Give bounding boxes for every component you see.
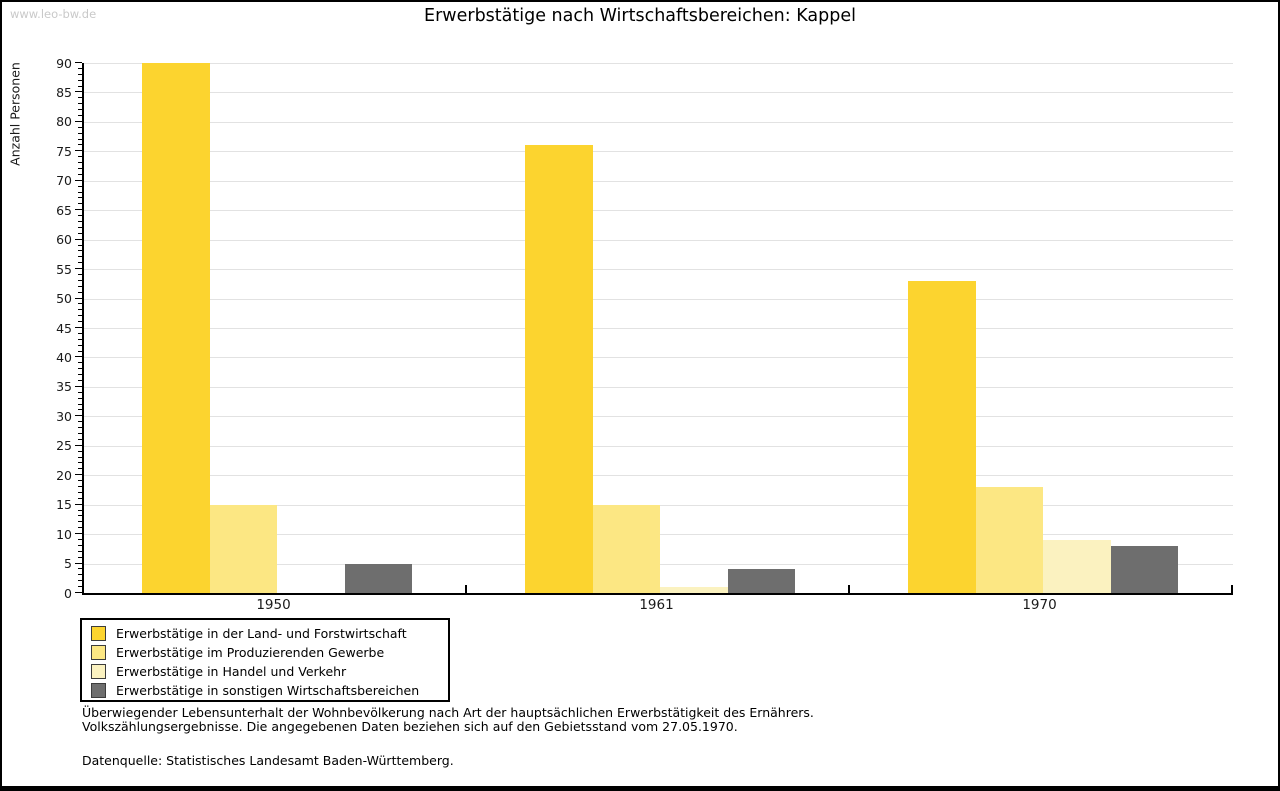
legend-label: Erwerbstätige in der Land- und Forstwirtschaft (116, 626, 407, 641)
watermark: www.leo-bw.de (10, 7, 97, 21)
y-minor-tick (78, 186, 82, 187)
y-minor-tick (78, 315, 82, 316)
y-minor-tick (78, 109, 82, 110)
y-major-tick (75, 209, 82, 210)
y-minor-tick (78, 557, 82, 558)
y-minor-tick (78, 203, 82, 204)
y-major-tick (75, 415, 82, 416)
y-tick-label: 15 (56, 497, 72, 513)
y-minor-tick (78, 292, 82, 293)
y-minor-tick (78, 486, 82, 487)
y-minor-tick (78, 221, 82, 222)
y-minor-tick (78, 321, 82, 322)
y-major-tick (75, 445, 82, 446)
y-major-tick (75, 91, 82, 92)
gridline (84, 269, 1233, 270)
y-minor-tick (78, 139, 82, 140)
bar-1961-series-4 (728, 569, 796, 593)
y-minor-tick (78, 144, 82, 145)
y-tick-label: 40 (56, 349, 72, 365)
y-minor-tick (78, 197, 82, 198)
bar-1961-series-1 (525, 145, 593, 593)
y-minor-tick (78, 97, 82, 98)
y-tick-label: 50 (56, 291, 72, 307)
y-major-tick (75, 150, 82, 151)
gridline (84, 181, 1233, 182)
y-minor-tick (78, 174, 82, 175)
gridline (84, 299, 1233, 300)
y-minor-tick (78, 468, 82, 469)
y-minor-tick (78, 86, 82, 87)
y-minor-tick (78, 451, 82, 452)
y-minor-tick (78, 492, 82, 493)
y-major-tick (75, 386, 82, 387)
y-minor-tick (78, 156, 82, 157)
footnote-line-1: Überwiegender Lebensunterhalt der Wohnbevölkerung nach Art der hauptsächlichen Erwerbstätigkeit des Ernährers. (82, 705, 814, 720)
y-tick-label: 85 (56, 84, 72, 100)
legend-item (82, 681, 448, 700)
y-tick-label: 60 (56, 232, 72, 248)
legend-swatch-4 (91, 683, 106, 698)
y-minor-tick (78, 68, 82, 69)
y-minor-tick (78, 574, 82, 575)
y-minor-tick (78, 380, 82, 381)
y-major-tick (75, 121, 82, 122)
bar-1950-series-2 (210, 505, 278, 593)
bar-1950-series-4 (345, 564, 413, 593)
gridline (84, 122, 1233, 123)
gridline (84, 357, 1233, 358)
y-tick-label: 75 (56, 143, 72, 159)
bar-1970-series-3 (1043, 540, 1111, 593)
y-minor-tick (78, 133, 82, 134)
bar-1961-series-2 (593, 505, 661, 593)
bar-1970-series-1 (908, 281, 976, 593)
y-minor-tick (78, 345, 82, 346)
y-major-tick (75, 504, 82, 505)
y-minor-tick (78, 168, 82, 169)
y-axis-label: Anzahl Personen (7, 62, 23, 166)
legend-item (82, 643, 448, 662)
y-minor-tick (78, 439, 82, 440)
chart-title: Erwerbstätige nach Wirtschaftsbereichen: Kappel (424, 6, 856, 26)
y-minor-tick (78, 480, 82, 481)
y-minor-tick (78, 339, 82, 340)
y-major-tick (75, 563, 82, 564)
y-tick-label: 25 (56, 438, 72, 454)
data-source-text: Datenquelle: Statistisches Landesamt Baden-Württemberg. (82, 753, 454, 768)
y-minor-tick (78, 74, 82, 75)
y-major-tick (75, 592, 82, 593)
y-minor-tick (78, 303, 82, 304)
bar-1970-series-4 (1111, 546, 1179, 593)
y-minor-tick (78, 515, 82, 516)
y-minor-tick (78, 286, 82, 287)
footnote-line-2: Volkszählungsergebnisse. Die angegebenen Daten beziehen sich auf den Gebietsstand vom 27.05.1970. (82, 719, 738, 734)
legend-swatch-1 (91, 626, 106, 641)
gridline (84, 446, 1233, 447)
y-minor-tick (78, 333, 82, 334)
y-minor-tick (78, 521, 82, 522)
y-minor-tick (78, 404, 82, 405)
y-tick-label: 80 (56, 114, 72, 130)
y-tick-label: 0 (64, 585, 72, 601)
y-minor-tick (78, 374, 82, 375)
gridline (84, 63, 1233, 64)
y-tick-label: 35 (56, 379, 72, 395)
y-minor-tick (78, 80, 82, 81)
y-minor-tick (78, 280, 82, 281)
legend-swatch-2 (91, 645, 106, 660)
y-major-tick (75, 474, 82, 475)
legend-label: Erwerbstätige im Produzierenden Gewerbe (116, 645, 385, 660)
gridline (84, 210, 1233, 211)
legend-label: Erwerbstätige in sonstigen Wirtschaftsbereichen (116, 683, 420, 698)
y-minor-tick (78, 427, 82, 428)
y-major-tick (75, 533, 82, 534)
y-minor-tick (78, 539, 82, 540)
y-minor-tick (78, 568, 82, 569)
y-major-tick (75, 327, 82, 328)
y-minor-tick (78, 551, 82, 552)
y-minor-tick (78, 115, 82, 116)
legend-label: Erwerbstätige in Handel und Verkehr (116, 664, 347, 679)
y-minor-tick (78, 409, 82, 410)
y-major-tick (75, 239, 82, 240)
y-minor-tick (78, 498, 82, 499)
y-minor-tick (78, 233, 82, 234)
y-minor-tick (78, 527, 82, 528)
x-tick-label: 1970 (1022, 597, 1057, 613)
y-minor-tick (78, 162, 82, 163)
y-minor-tick (78, 192, 82, 193)
y-minor-tick (78, 368, 82, 369)
y-tick-label: 45 (56, 320, 72, 336)
y-minor-tick (78, 250, 82, 251)
gridline (84, 475, 1233, 476)
legend-swatch-3 (91, 664, 106, 679)
gridline (84, 151, 1233, 152)
y-minor-tick (78, 103, 82, 104)
y-minor-tick (78, 457, 82, 458)
y-minor-tick (78, 245, 82, 246)
legend (80, 618, 450, 702)
y-minor-tick (78, 510, 82, 511)
y-major-tick (75, 62, 82, 63)
y-minor-tick (78, 392, 82, 393)
plot-area (82, 63, 1233, 595)
y-minor-tick (78, 545, 82, 546)
bar-1950-series-1 (142, 63, 210, 593)
y-tick-label: 55 (56, 261, 72, 277)
y-major-tick (75, 356, 82, 357)
legend-item (82, 662, 448, 681)
x-boundary-tick (1231, 585, 1233, 593)
gridline (84, 240, 1233, 241)
y-minor-tick (78, 398, 82, 399)
y-major-tick (75, 298, 82, 299)
footnote-text (82, 706, 814, 734)
y-minor-tick (78, 274, 82, 275)
y-tick-label: 10 (56, 526, 72, 542)
bar-1961-series-3 (660, 587, 728, 593)
x-tick-label: 1950 (256, 597, 291, 613)
gridline (84, 92, 1233, 93)
legend-item (82, 624, 448, 643)
y-minor-tick (78, 309, 82, 310)
y-minor-tick (78, 586, 82, 587)
y-minor-tick (78, 262, 82, 263)
x-tick-label: 1961 (639, 597, 674, 613)
y-minor-tick (78, 127, 82, 128)
y-tick-label: 30 (56, 408, 72, 424)
x-boundary-tick (848, 585, 850, 593)
y-minor-tick (78, 421, 82, 422)
y-tick-label: 20 (56, 467, 72, 483)
y-tick-label: 90 (56, 55, 72, 71)
y-minor-tick (78, 351, 82, 352)
bar-1970-series-2 (976, 487, 1044, 593)
y-major-tick (75, 180, 82, 181)
y-minor-tick (78, 580, 82, 581)
y-minor-tick (78, 362, 82, 363)
gridline (84, 328, 1233, 329)
y-minor-tick (78, 462, 82, 463)
x-boundary-tick (465, 585, 467, 593)
y-major-tick (75, 268, 82, 269)
y-minor-tick (78, 433, 82, 434)
y-tick-label: 65 (56, 202, 72, 218)
gridline (84, 416, 1233, 417)
y-tick-label: 70 (56, 173, 72, 189)
gridline (84, 387, 1233, 388)
y-minor-tick (78, 215, 82, 216)
y-tick-label: 5 (64, 556, 72, 572)
y-minor-tick (78, 256, 82, 257)
y-minor-tick (78, 227, 82, 228)
